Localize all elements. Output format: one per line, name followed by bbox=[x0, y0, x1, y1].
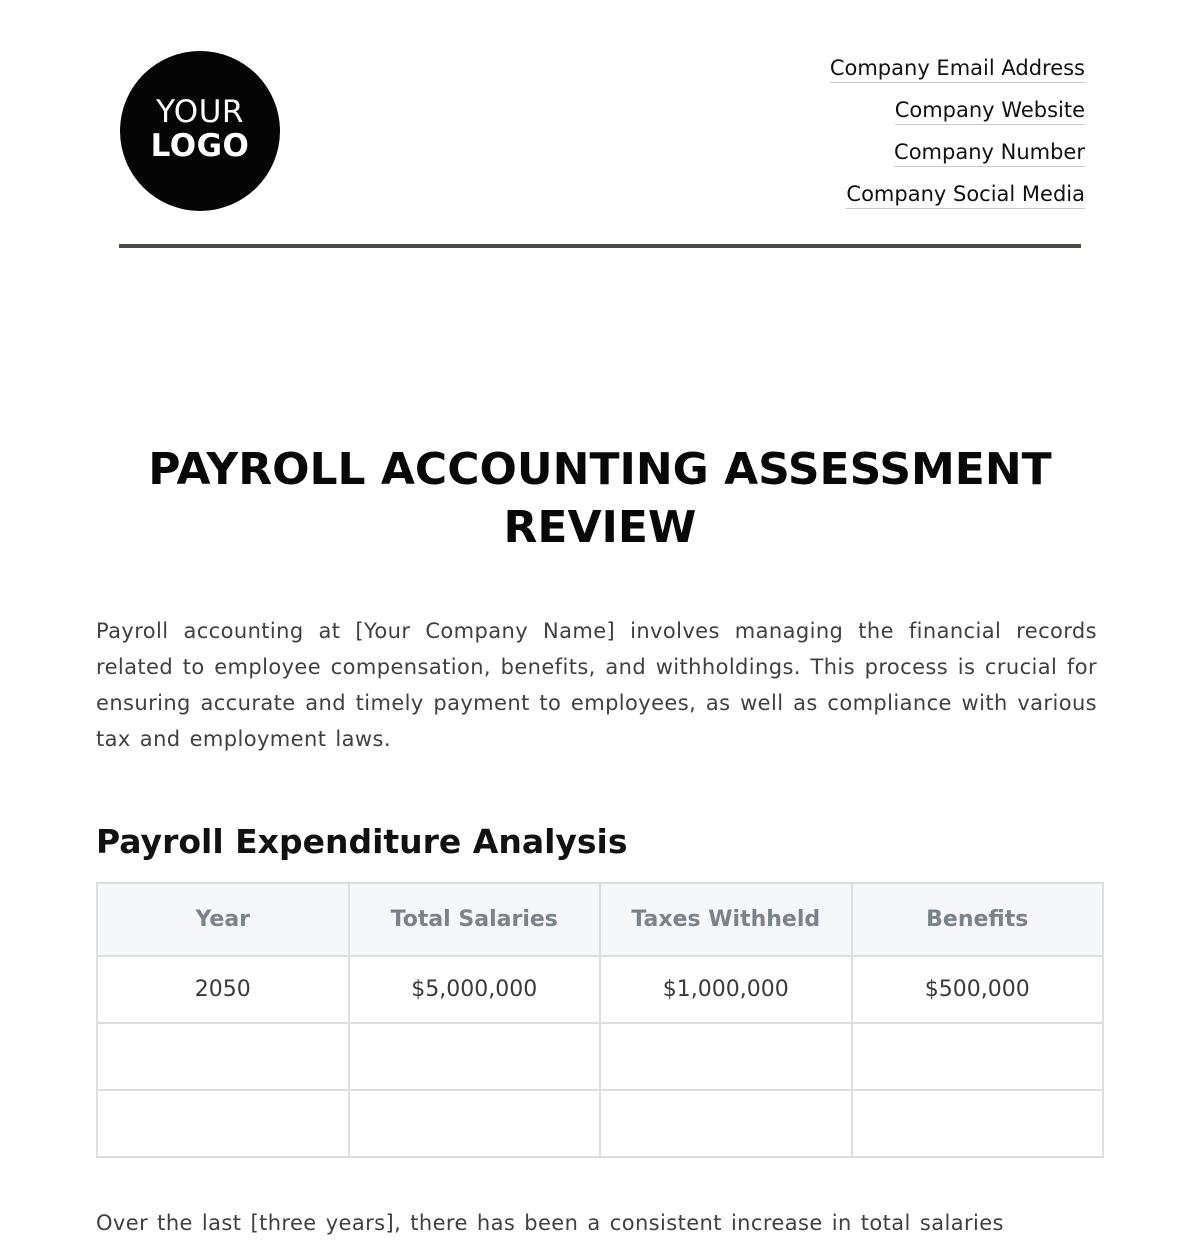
logo-text-line2: LOGO bbox=[150, 128, 250, 164]
header-divider bbox=[119, 244, 1081, 248]
table-row bbox=[97, 1090, 1103, 1157]
logo-text-line1: YOUR bbox=[156, 94, 244, 130]
table-cell-taxes-withheld bbox=[600, 1023, 852, 1090]
column-header-benefits: Benefits bbox=[852, 883, 1104, 956]
company-website: Company Website bbox=[895, 97, 1085, 125]
column-header-total-salaries: Total Salaries bbox=[349, 883, 601, 956]
contact-website-row bbox=[585, 94, 1085, 136]
table-header-row bbox=[97, 883, 1103, 956]
company-number: Company Number bbox=[894, 139, 1085, 167]
intro-paragraph: Payroll accounting at [Your Company Name] involves managing the financial records related to employee compensation, benefits, and withholdings. This process is crucial for ensuring accurate and timely payment to employees, as well as compliance with various tax and employment laws. bbox=[96, 619, 1097, 751]
table-cell-benefits: $500,000 bbox=[852, 956, 1104, 1023]
table-cell-year bbox=[97, 1090, 349, 1157]
table-cell-year bbox=[97, 1023, 349, 1090]
contact-social-row bbox=[585, 178, 1085, 220]
table-cell-total-salaries: $5,000,000 bbox=[349, 956, 601, 1023]
contact-number-row bbox=[585, 136, 1085, 178]
table-cell-benefits bbox=[852, 1023, 1104, 1090]
table-cell-total-salaries bbox=[349, 1023, 601, 1090]
company-email: Company Email Address bbox=[830, 55, 1085, 83]
column-header-taxes-withheld: Taxes Withheld bbox=[600, 883, 852, 956]
contact-email-row bbox=[585, 52, 1085, 94]
document-title: PAYROLL ACCOUNTING ASSESSMENT REVIEW bbox=[148, 444, 1052, 554]
table-row bbox=[97, 956, 1103, 1023]
company-social-media: Company Social Media bbox=[846, 181, 1085, 209]
analysis-paragraph-cutoff: Over the last [three years], there has been a consistent increase in total salaries bbox=[96, 1211, 1004, 1235]
table-cell-total-salaries bbox=[349, 1090, 601, 1157]
company-contact-block bbox=[585, 52, 1085, 220]
column-header-year: Year bbox=[97, 883, 349, 956]
company-logo bbox=[120, 51, 280, 211]
table-cell-taxes-withheld: $1,000,000 bbox=[600, 956, 852, 1023]
table-row bbox=[97, 1023, 1103, 1090]
table-cell-benefits bbox=[852, 1090, 1104, 1157]
section-heading-expenditure: Payroll Expenditure Analysis bbox=[96, 822, 628, 862]
table-cell-year: 2050 bbox=[97, 956, 349, 1023]
payroll-expenditure-table bbox=[96, 882, 1104, 1158]
table-cell-taxes-withheld bbox=[600, 1090, 852, 1157]
